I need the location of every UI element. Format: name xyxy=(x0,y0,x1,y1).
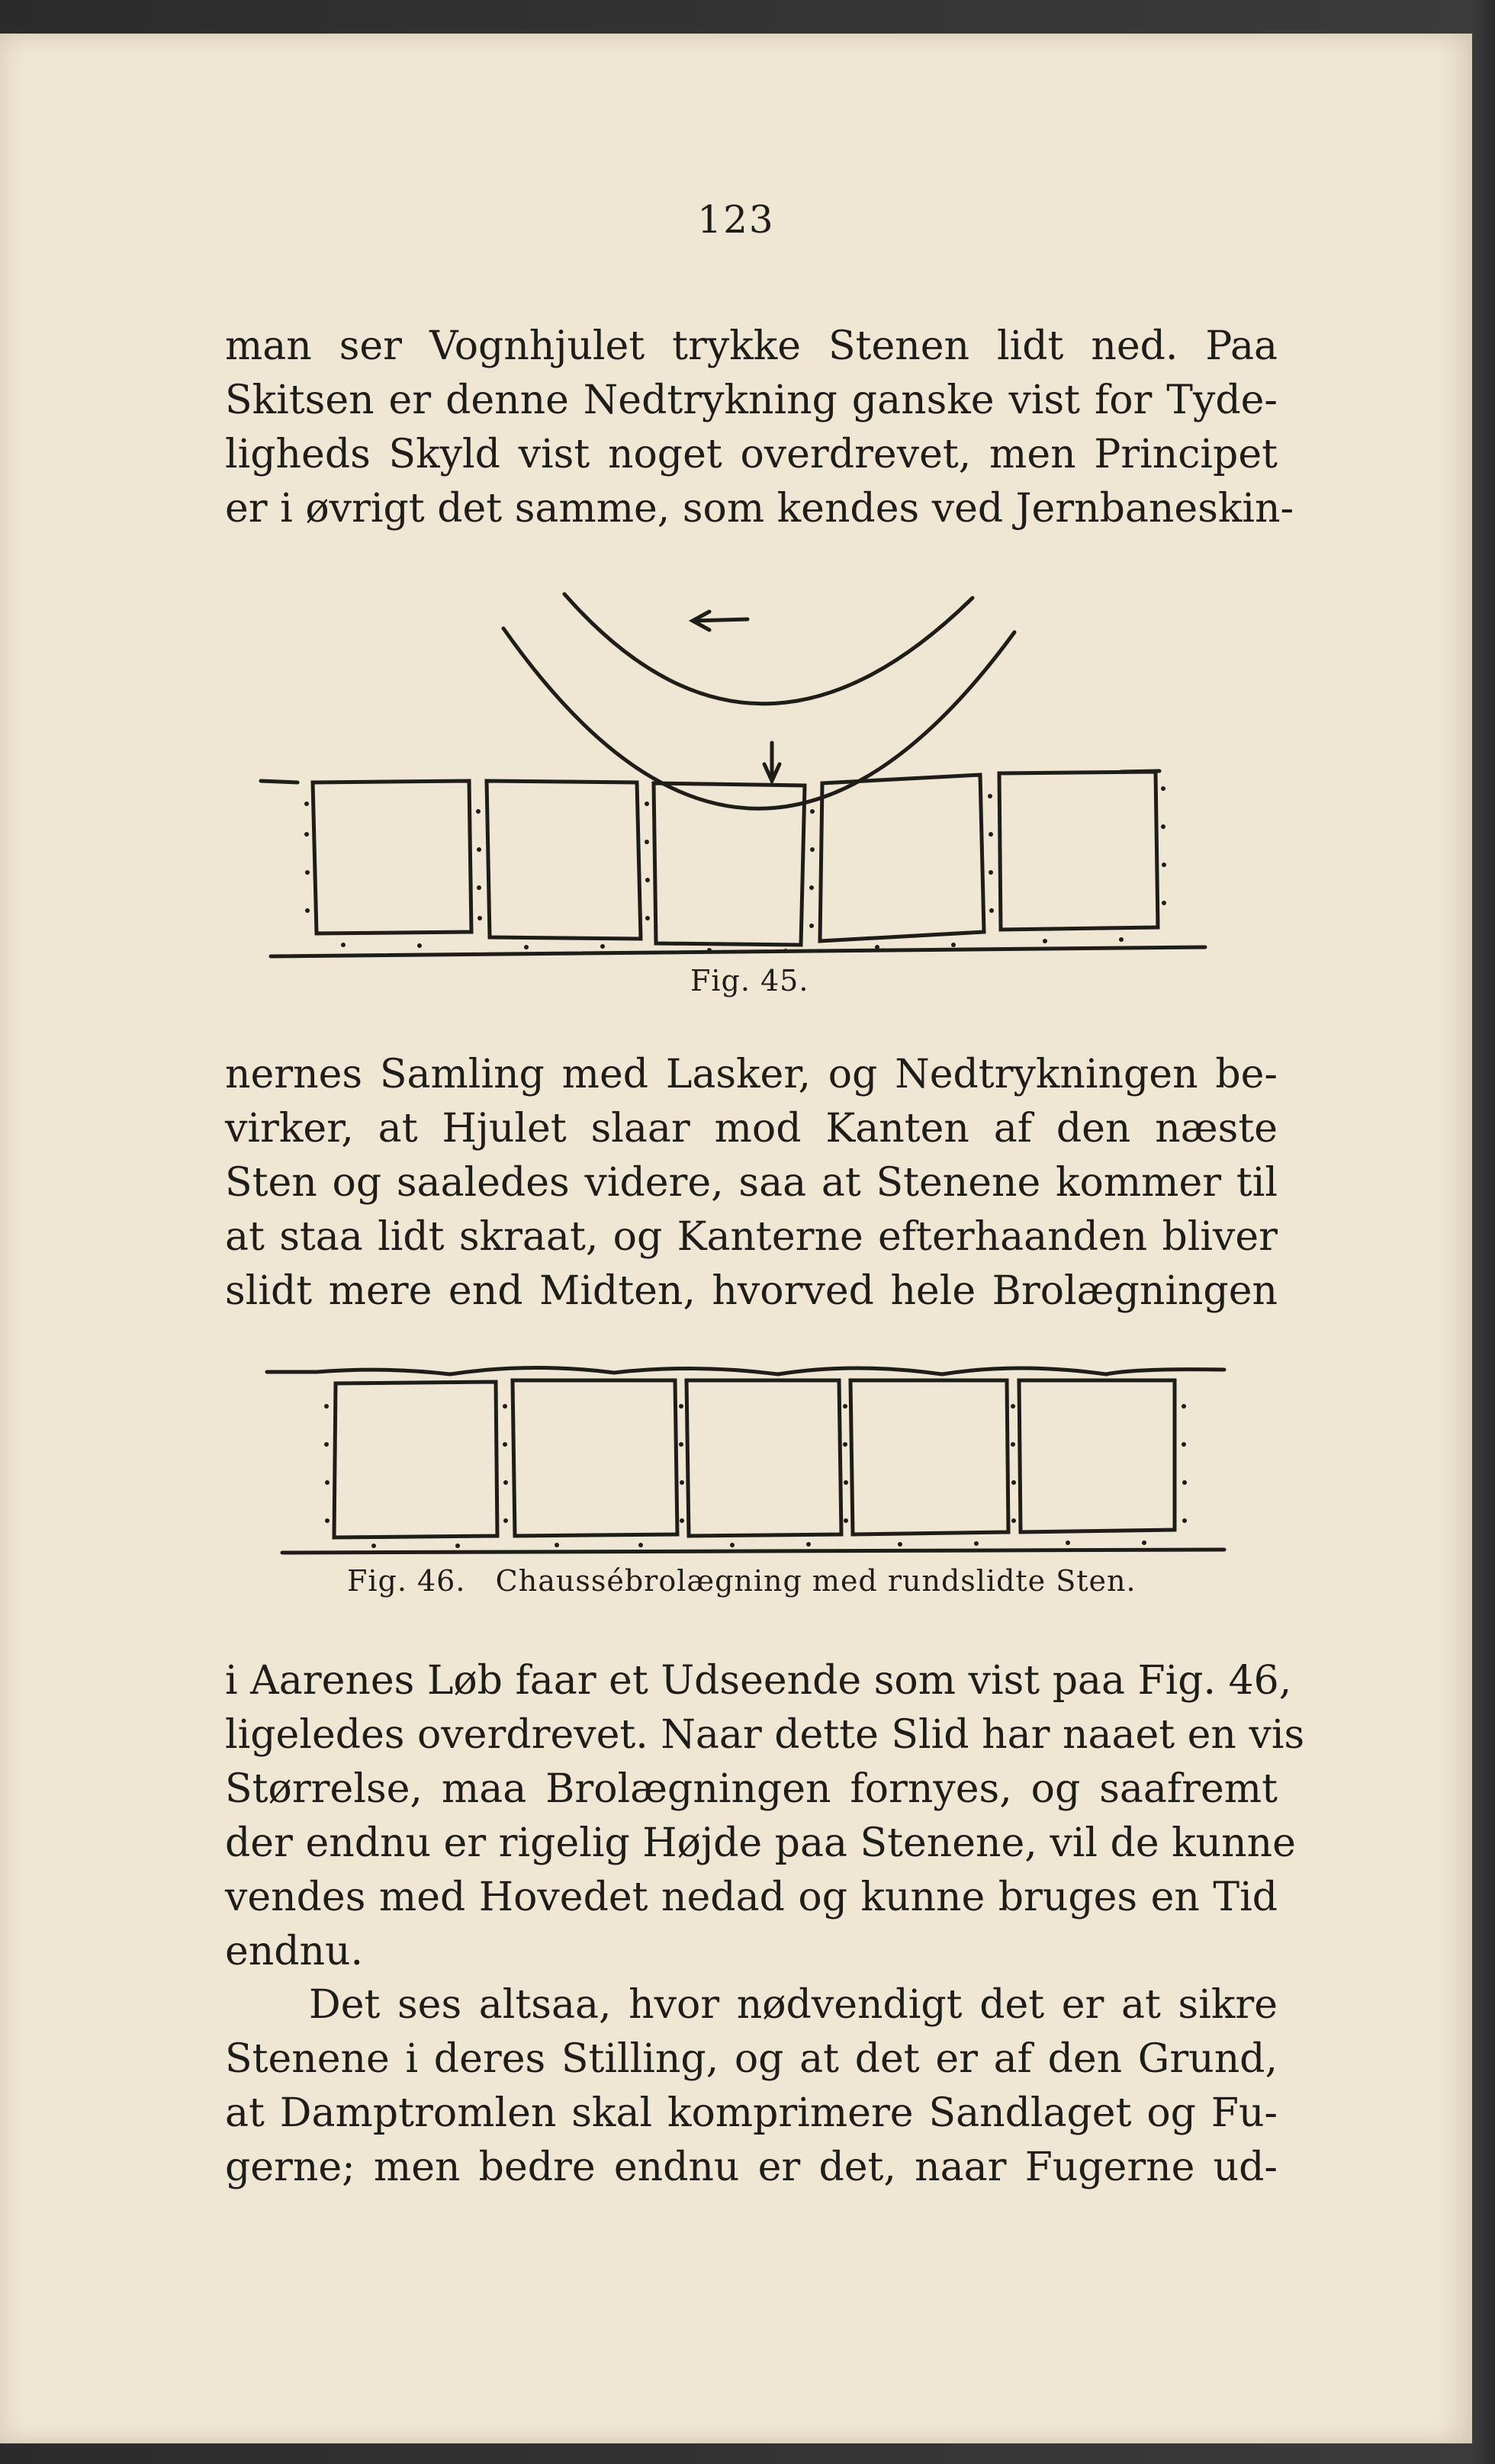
stone xyxy=(313,781,471,933)
wheel-inner-arc xyxy=(564,594,973,704)
stone xyxy=(334,1382,497,1537)
stone xyxy=(513,1380,677,1536)
text-line: vendes med Hovedet nedad og kunne bruges en Tid xyxy=(225,1875,1278,1920)
paragraph-1 xyxy=(225,320,1294,536)
text-line: gerne; men bedre endnu er det, naar Fugerne ud- xyxy=(225,2144,1278,2190)
figure-45-caption: Fig. 45. xyxy=(690,964,809,997)
stone xyxy=(850,1380,1008,1534)
text-line: Skitsen er denne Nedtrykning ganske vist for Tyde- xyxy=(225,377,1278,423)
text-line: Det ses altsaa, hvor nødvendigt det er at sikre xyxy=(309,1982,1278,2028)
stone xyxy=(820,775,984,941)
stone xyxy=(686,1380,841,1536)
text-line: i Aarenes Løb faar et Udseende som vist paa Fig. 46, xyxy=(225,1658,1292,1704)
text-line: endnu. xyxy=(225,1929,364,1974)
text-line: virker, at Hjulet slaar mod Kanten af den næste xyxy=(225,1106,1278,1152)
text-line: slidt mere end Midten, hvorved hele Brolægningen xyxy=(225,1268,1278,1314)
figure-46-caption: Fig. 46. Chaussébrolægning med rundslidte Sten. xyxy=(347,1564,1137,1598)
worn-surface xyxy=(267,1367,1224,1374)
book-page xyxy=(0,34,1472,2443)
text-line: at staa lidt skraat, og Kanterne efterhaanden bliver xyxy=(225,1214,1278,1260)
paragraph-3 xyxy=(225,1654,1305,1979)
text-line: man ser Vognhjulet trykke Stenen lidt ned. Paa xyxy=(225,323,1278,369)
text-line: nernes Samling med Lasker, og Nedtrykningen be- xyxy=(225,1052,1278,1097)
stone xyxy=(487,781,641,939)
stone xyxy=(999,772,1158,930)
stone xyxy=(1019,1380,1175,1532)
paragraph-2 xyxy=(225,1048,1278,1319)
text-line: ligheds Skyld vist noget overdrevet, men Principet xyxy=(225,432,1278,477)
figure-45 xyxy=(252,560,1243,987)
text-line: ligeledes overdrevet. Naar dette Slid har naaet en vis xyxy=(225,1712,1305,1758)
text-line: Stenene i deres Stilling, og at det er af den Grund, xyxy=(225,2036,1278,2082)
text-line: der endnu er rigelig Højde paa Stenene, vil de kunne xyxy=(225,1820,1296,1866)
paragraph-4 xyxy=(225,1978,1278,2195)
page-number: 123 xyxy=(697,198,775,242)
text-line: Størrelse, maa Brolægningen fornyes, og saafremt xyxy=(225,1766,1278,1812)
direction-arrow-icon xyxy=(694,619,748,621)
sand-joints xyxy=(324,1404,1187,1548)
text-line: Sten og saaledes videre, saa at Stenene kommer til xyxy=(225,1160,1278,1206)
text-line: at Damptromlen skal komprimere Sandlaget og Fu- xyxy=(225,2090,1278,2136)
text-line: er i øvrigt det samme, som kendes ved Jernbaneskin- xyxy=(225,486,1294,532)
figure-46 xyxy=(259,1330,1251,1574)
